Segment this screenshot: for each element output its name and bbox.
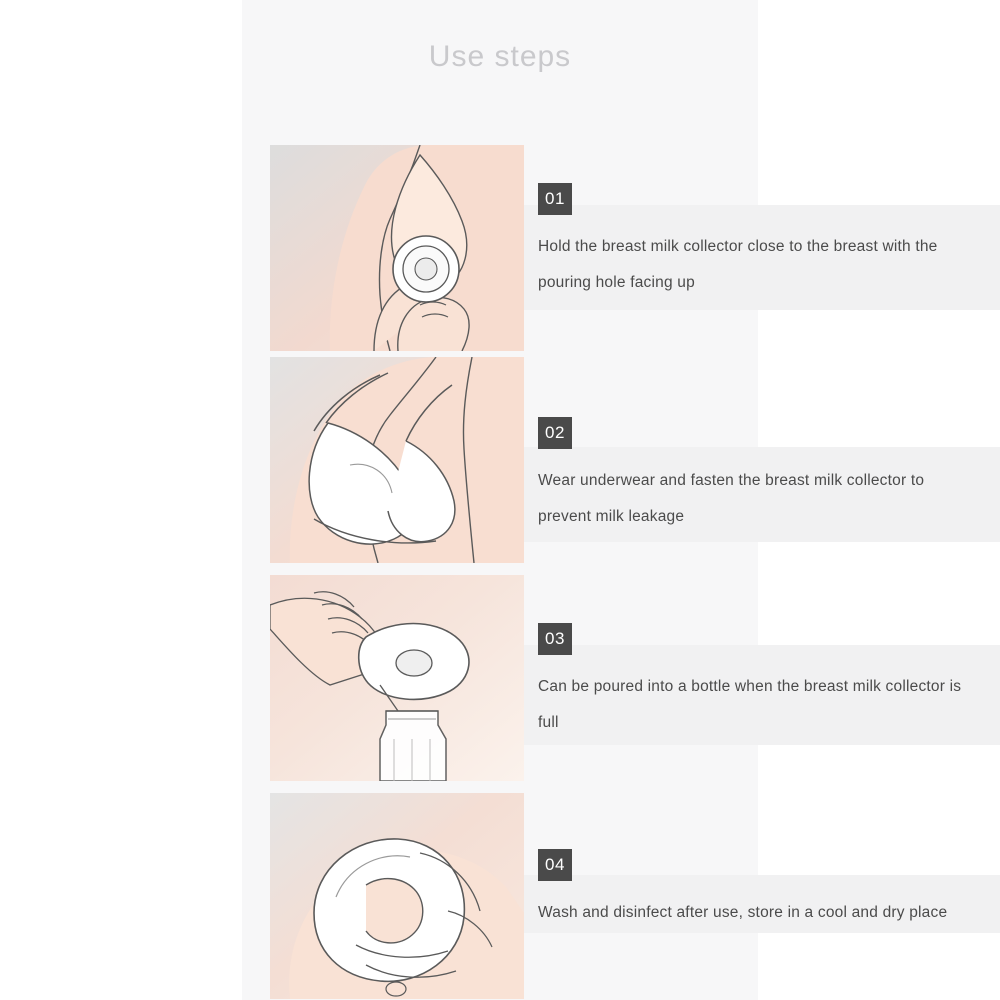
step-text-03: [538, 623, 1000, 741]
step-number-badge-02: 02: [538, 417, 572, 449]
step-description-03: Can be poured into a bottle when the breast milk collector is full: [538, 678, 962, 731]
step-text-02: [538, 417, 1000, 535]
step-number-badge-03: 03: [538, 623, 572, 655]
illustration-pour-into-bottle: [270, 575, 524, 781]
illustration-hold-collector-to-breast: [270, 145, 524, 351]
step-text-04: [538, 849, 1000, 931]
illustration-wear-underwear-with-collector: [270, 357, 524, 563]
page-title: Use steps: [428, 40, 572, 73]
step-description-01: Hold the breast milk collector close to the breast with the pouring hole facing up: [538, 238, 938, 291]
step-description-04: Wash and disinfect after use, store in a cool and dry place: [538, 904, 948, 921]
step-number-badge-04: 04: [538, 849, 572, 881]
step-number-badge-01: 01: [538, 183, 572, 215]
illustration-wash-and-disinfect: [270, 793, 524, 999]
step-text-01: [538, 183, 1000, 301]
step-description-02: Wear underwear and fasten the breast milk collector to prevent milk leakage: [538, 472, 925, 525]
